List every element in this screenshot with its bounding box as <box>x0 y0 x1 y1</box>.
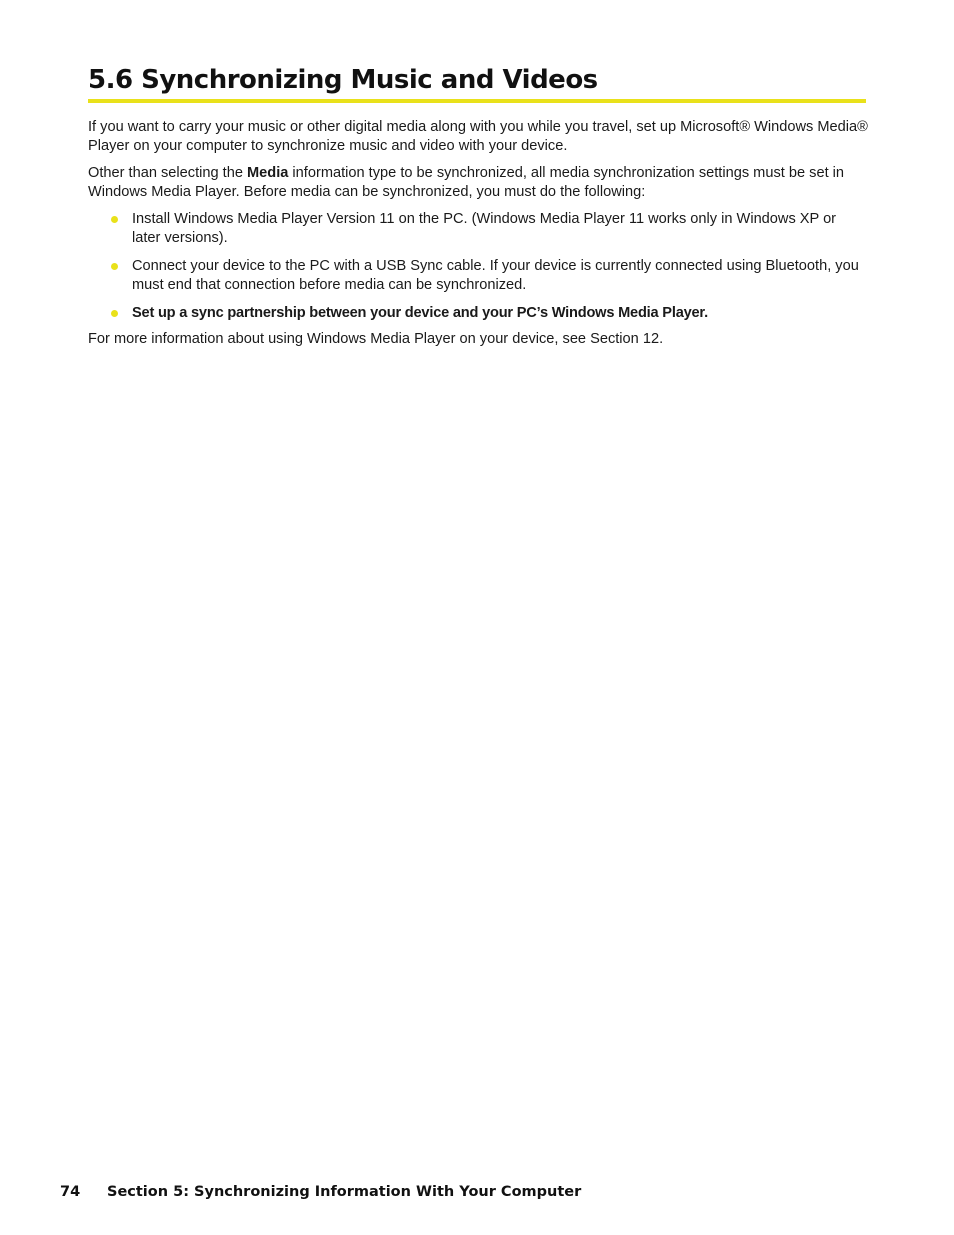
bullet-dot-icon <box>111 310 118 317</box>
page-number: 74 <box>60 1184 81 1200</box>
bullet-dot-icon <box>111 216 118 223</box>
intro-paragraph: If you want to carry your music or other digital media along with you while you travel, set up Microsoft® Windows Media® Player on your computer to synchronize music and video with your device. <box>88 119 868 154</box>
bullet-dot-icon <box>111 263 118 270</box>
page-footer <box>60 1184 581 1200</box>
media-bold-term: Media <box>247 165 289 181</box>
list-item <box>88 210 868 248</box>
list-item <box>88 257 868 295</box>
list-item-text: Set up a sync partnership between your device and your PC’s Windows Media Player. <box>132 305 708 321</box>
settings-paragraph <box>88 164 868 202</box>
list-item-text: Install Windows Media Player Version 11 on the PC. (Windows Media Player 11 works only in Windows XP or later versions). <box>132 211 837 246</box>
more-info-paragraph: For more information about using Windows Media Player on your device, see Section 12. <box>88 331 664 347</box>
list-item-text: Connect your device to the PC with a USB Sync cable. If your device is currently connected using Bluetooth, you must end that connection before media can be synchronized. <box>132 258 859 293</box>
footer-section-title: Section 5: Synchronizing Information With Your Computer <box>107 1184 582 1200</box>
list-item <box>88 304 868 323</box>
settings-text-after: information type to be synchronized, all media synchronization settings must be set in Windows Media Player. Before media can be synchronized, you must do the following: <box>88 165 845 200</box>
settings-text-before: Other than selecting the <box>88 165 248 181</box>
requirements-list <box>88 210 868 332</box>
title-underline-rule <box>88 99 866 103</box>
page-title: 5.6 Synchronizing Music and Videos <box>88 65 598 95</box>
